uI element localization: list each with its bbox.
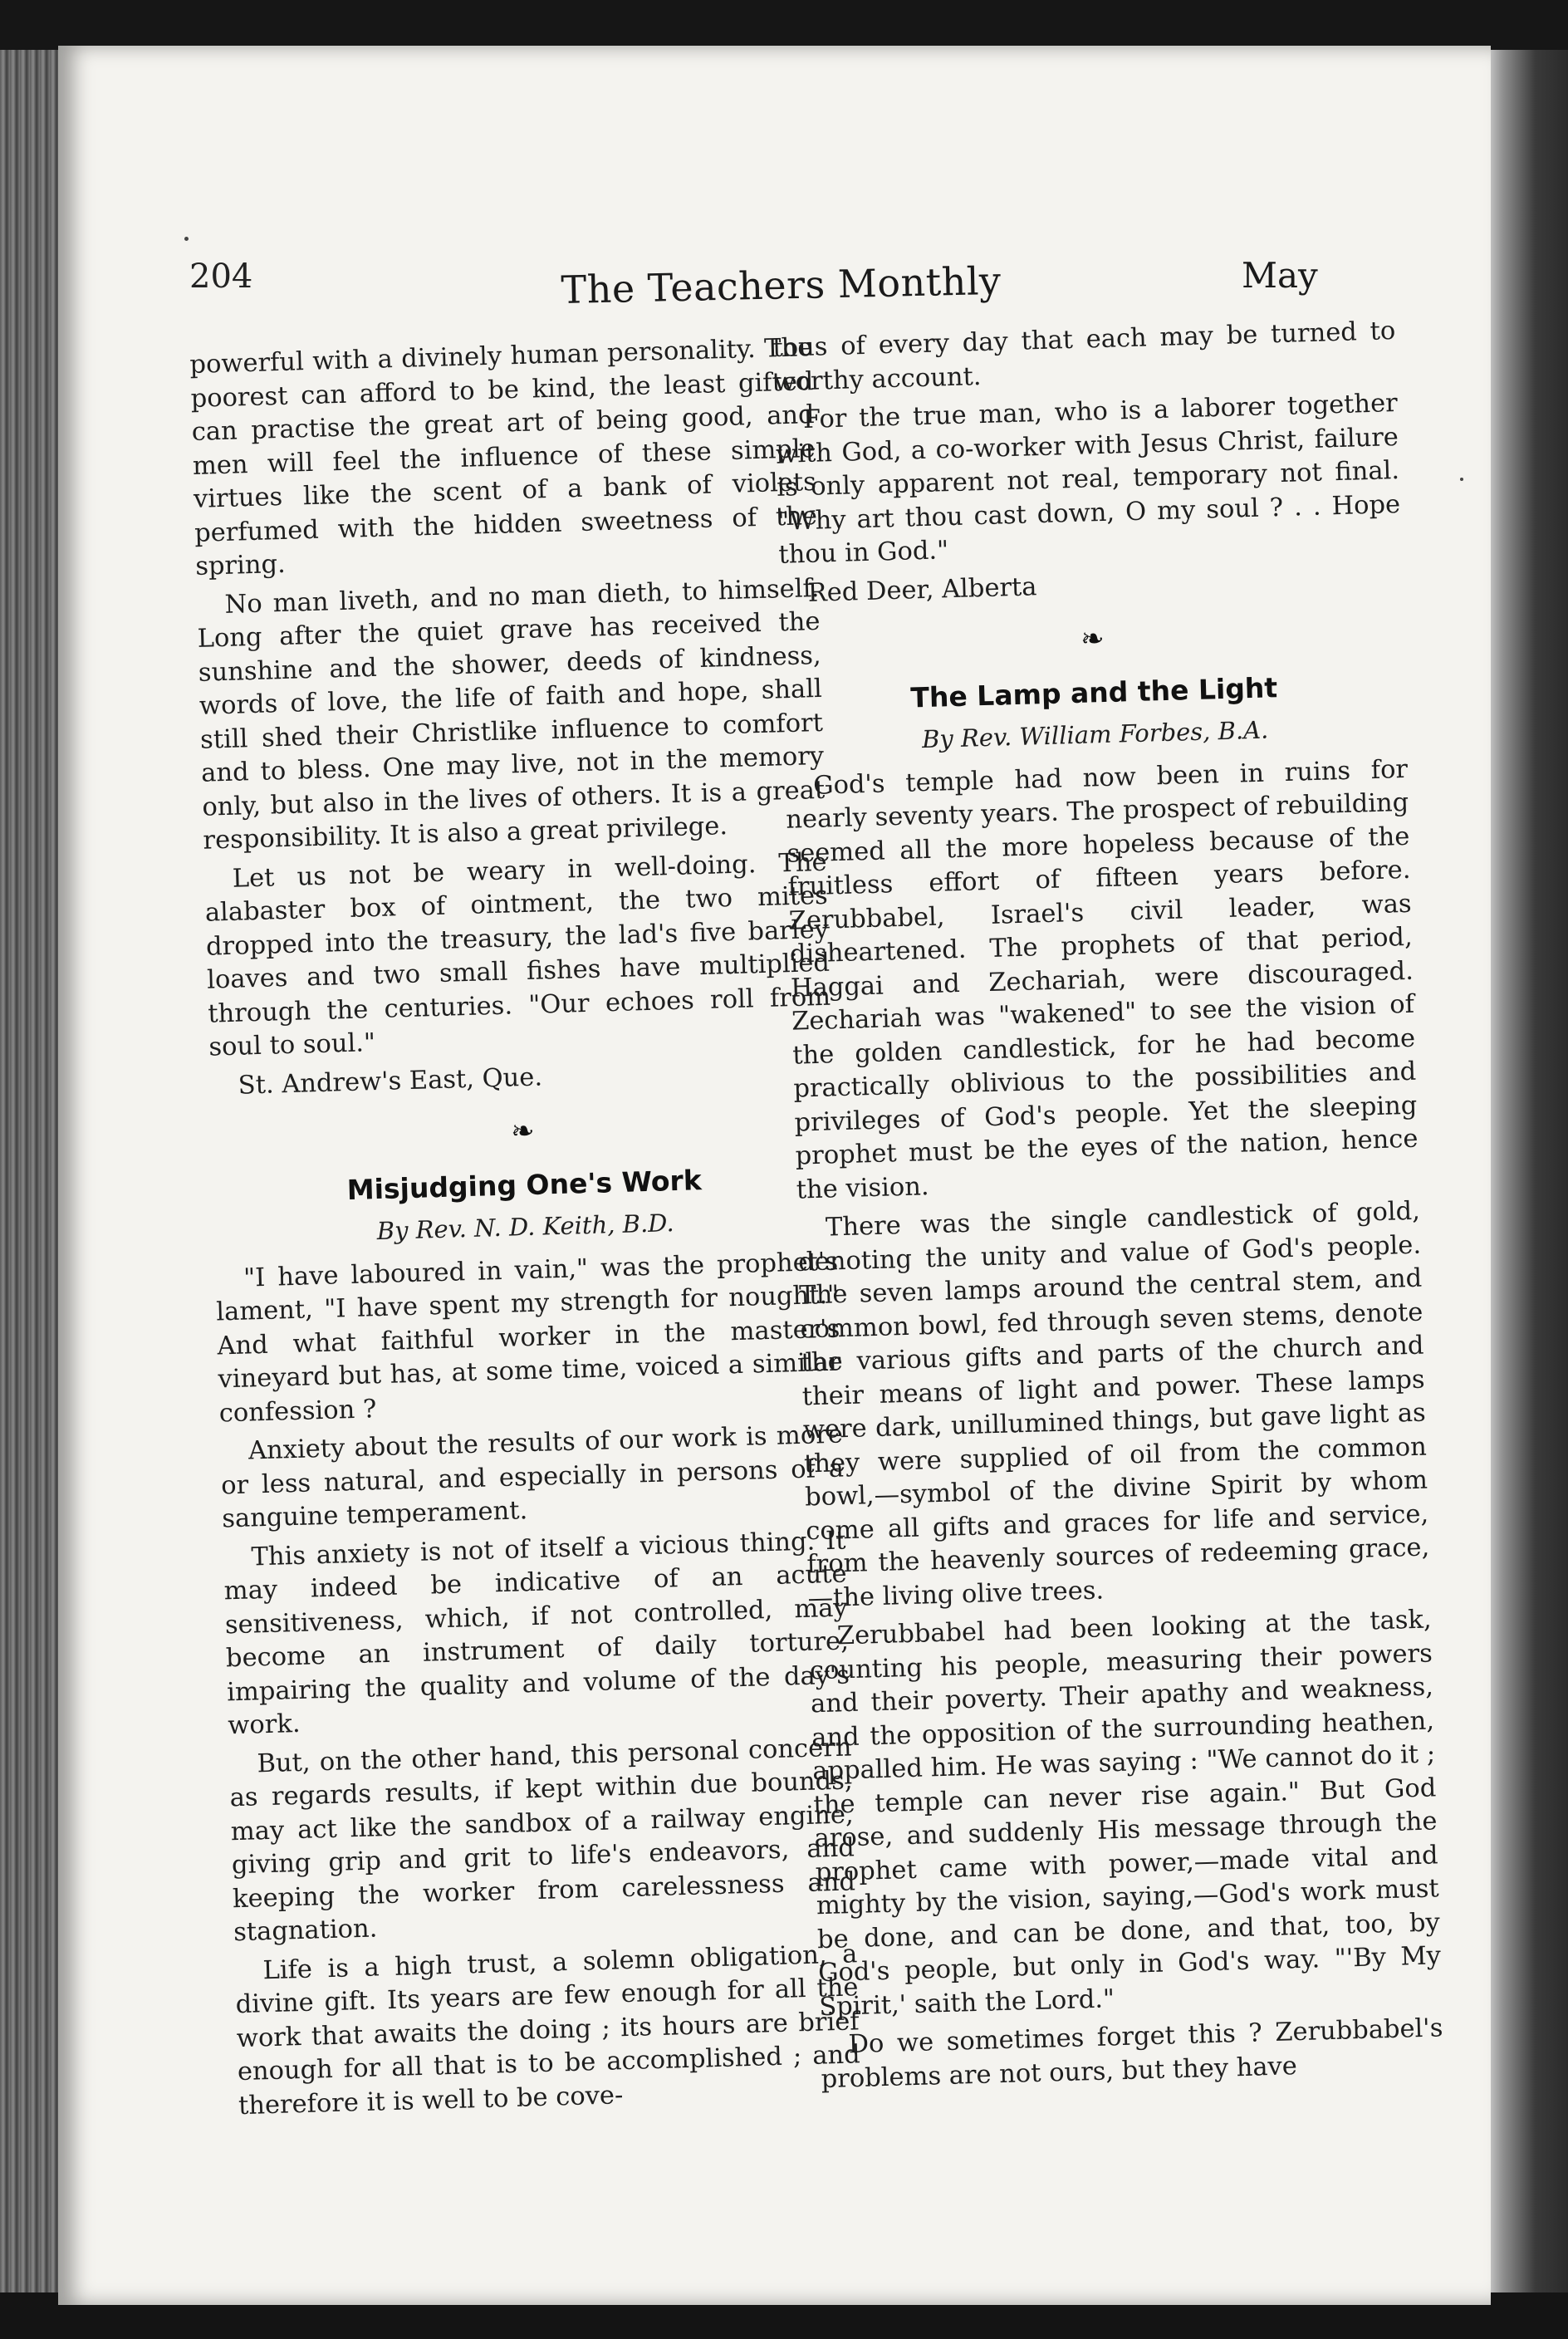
paragraph: There was the single candlestick of gold, denoting the unity and value of God's people. The seven lamps around the central stem, and common bowl, fed through seven stems, denote the various gifts and parts of the church and their means of light and power. These lamps were dark, unillumined things, but gave light as they were supplied of oil from the common bowl,—symbol of the divine Spirit by whom come all gifts and graces for life and service, from the heavenly sources of redeeming grace,—the living olive trees. — [797, 1196, 1430, 1613]
article-byline: By Rev. William Forbes, B.A. — [921, 715, 1269, 754]
paragraph: This anxiety is not of itself a vicious thing. It may indeed be indicative of an acute sensitiveness, which, if not controlled, may become an instrument of daily torture, impairing the quality and volume of the day's work. — [223, 1525, 850, 1741]
paragraph: God's temple had now been in ruins for nearly seventy years. The prospect of rebuilding seemed all the more hopeless because of the fruitless effort of fifteen years before. Zerubbabel, Israel's civil leader, was disheartened. The prophets of that period, Haggai and Zechariah, were discouraged. Zechariah was "wakened" to see the vision of the golden candlestick, for he had become practically oblivious to the possibilities and privileges of God's people. Yet the sleeping prophet must be the eyes of the nation, hence the vision. — [785, 754, 1419, 1205]
paragraph: "I have laboured in vain," was the prophet's lament, "I have spent my strength for nought." And what faithful worker in the master's vineyard but has, at some time, voiced a similar confession ? — [215, 1247, 841, 1428]
location-signoff: St. Andrew's East, Que. — [238, 1062, 543, 1101]
left-column — [189, 331, 862, 2128]
paragraph: For the true man, who is a laborer together with God, a co-worker with Jesus Christ, failure is only apparent not real, temporary not final. "Why art thou cast down, O my soul ? . . Hope thou in God." — [775, 389, 1401, 570]
journal-title: The Teachers Monthly — [561, 257, 1002, 312]
section-ornament: ❧ — [1080, 621, 1105, 656]
paragraph: No man liveth, and no man dieth, to himself. Long after the quiet grave has received the sunshine and the shower, deeds of kindness, words of love, the life of faith and hope, shall still shed their Christlike influence to comfort and to bless. One may live, not in the memory only, but also in the lives of others. It is a great responsibility. It is also a great privilege. — [197, 573, 826, 856]
paragraph: Let us not be weary in well-doing. The alabaster box of ointment, the two mites dropped into the treasury, the lad's five barley loaves and two small fishes have multiplied through the centuries. "Our echoes roll from soul to soul." — [204, 847, 831, 1062]
paragraph: But, on the other hand, this personal concern as regards results, if kept within due bounds, may act like the sandbox of a railway engine, giving grip and grit to life's endeavors, and keeping the worker from carelessness and stagnation. — [229, 1732, 856, 1948]
paragraph: Zerubbabel had been looking at the task, counting his people, measuring their powers and their poverty. Their apathy and weakness, and the opposition of the surrounding heathen, appalled him. He was saying : "We cannot do it ; the temple can never rise again." But God arose, and suddenly His message through the prophet came with power,—made vital and mighty by the vision, saying,—God's work must be done, and can be done, and that, too, by God's people, but only in God's way. "'By My Spirit,' saith the Lord." — [809, 1605, 1442, 2022]
paragraph: powerful with a divinely human personality. The poorest can afford to be kind, the least gifted can practise the great art of being good, and men will feel the influence of these simple virtues like the scent of a bank of violets perfumed with the hidden sweetness of the spring. — [189, 333, 818, 581]
issue-month: May — [1242, 255, 1318, 296]
article-title: Misjudging One's Work — [346, 1163, 703, 1206]
right-column — [772, 315, 1444, 2101]
paragraph: Do we sometimes forget this ? Zerubbabel's problems are not ours, but they have — [821, 2013, 1443, 2094]
paragraph: tous of every day that each may be turned to worthy account. — [772, 316, 1396, 397]
article-byline: By Rev. N. D. Keith, B.D. — [376, 1209, 675, 1246]
section-ornament: ❧ — [510, 1114, 536, 1149]
page-right-edge-shadow — [1487, 50, 1568, 2309]
book-binding-edge — [0, 50, 58, 2309]
page-number: 204 — [189, 257, 253, 296]
article-title: The Lamp and the Light — [909, 670, 1278, 714]
ink-speck — [184, 237, 189, 241]
paragraph: Anxiety about the results of our work is more or less natural, and especially in persons of a sanguine temperament. — [220, 1420, 845, 1534]
paragraph: Life is a high trust, a solemn obligation, a divine gift. Its years are few enough for all the work that awaits the doing ; its hours are brief enough for all that is to be accomplished ; and therefore it is well to be cove- — [235, 1939, 861, 2121]
ink-speck — [1460, 478, 1463, 481]
location-signoff: Red Deer, Alberta — [807, 571, 1037, 608]
